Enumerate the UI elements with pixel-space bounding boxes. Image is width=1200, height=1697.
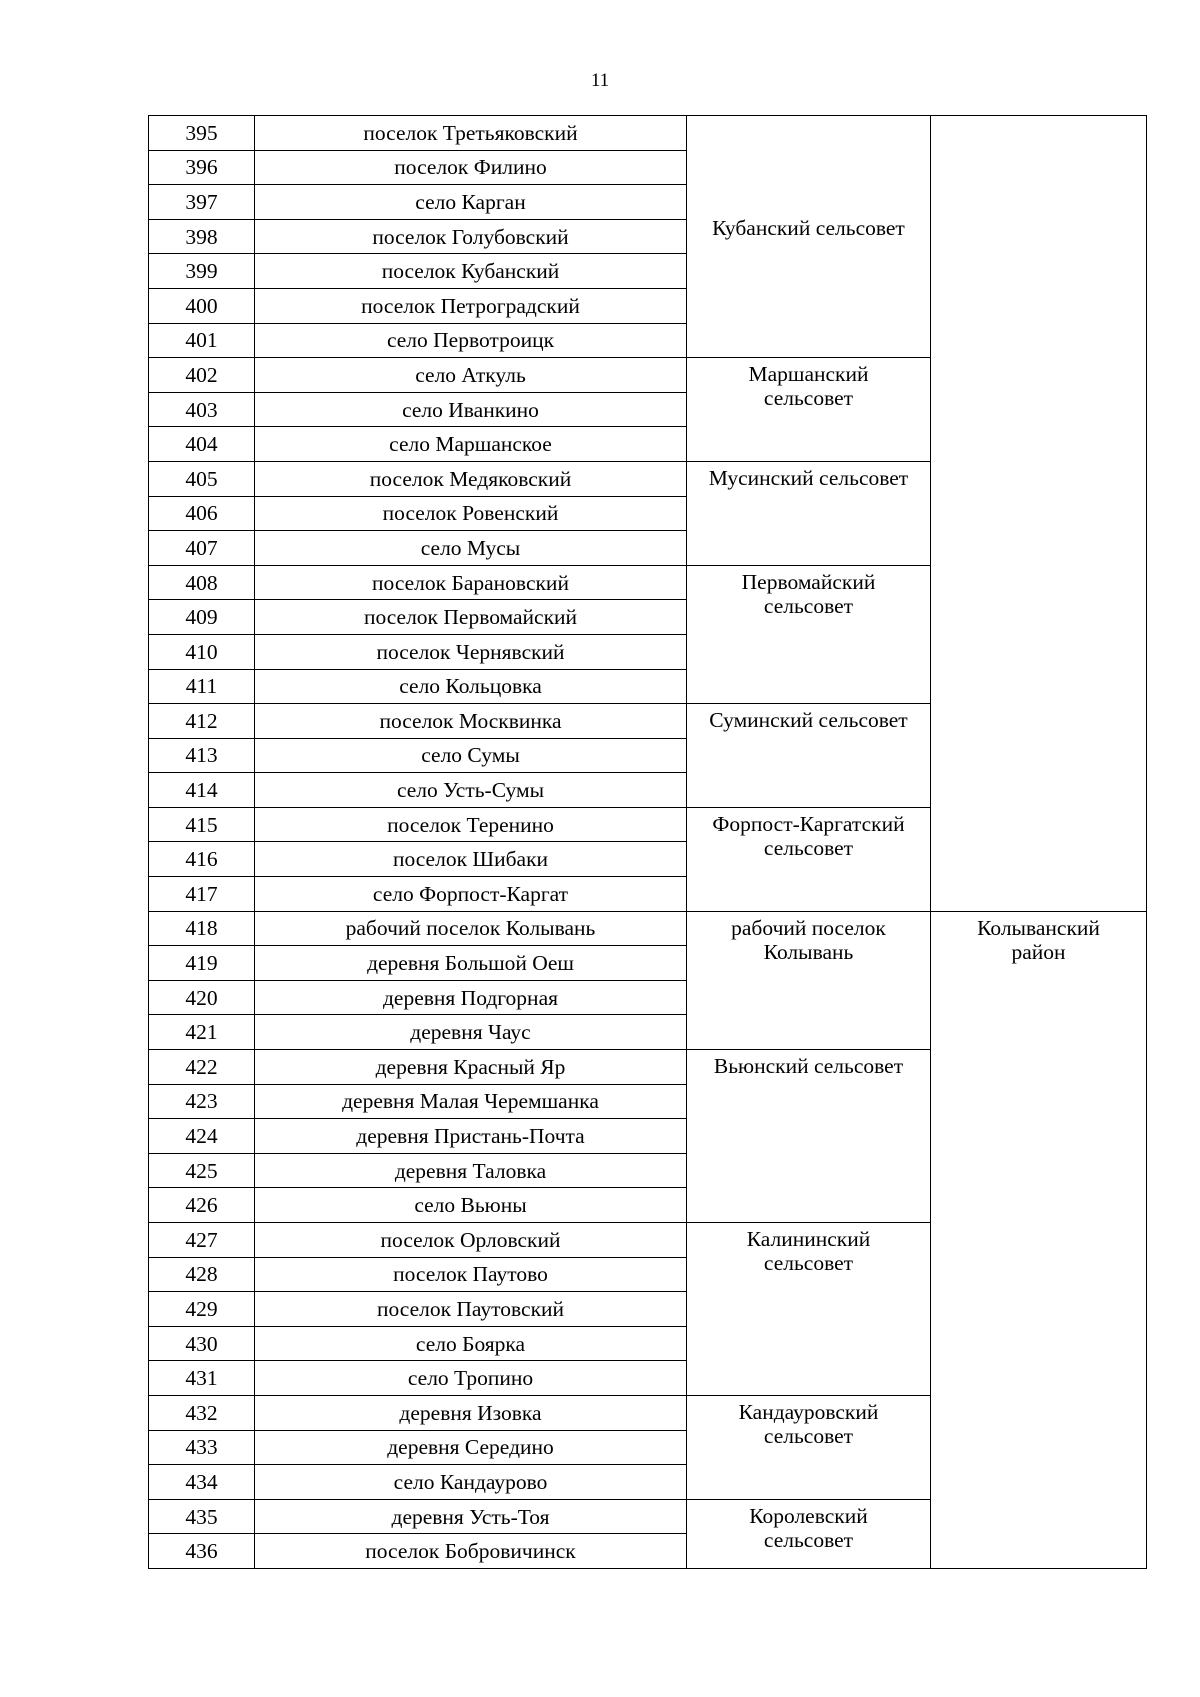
settlement-name: село Первотроицк: [255, 323, 687, 358]
settlement-name: поселок Петроградский: [255, 288, 687, 323]
settlement-name: поселок Ровенский: [255, 496, 687, 531]
row-number: 427: [149, 1223, 255, 1258]
settlement-name: деревня Усть-Тоя: [255, 1499, 687, 1534]
row-number: 400: [149, 288, 255, 323]
row-number: 426: [149, 1188, 255, 1223]
table-row: [149, 911, 1147, 946]
settlement-name: поселок Первомайский: [255, 600, 687, 635]
row-number: 432: [149, 1395, 255, 1430]
settlements-table: [148, 115, 1147, 1569]
settlement-name: село Форпост-Каргат: [255, 877, 687, 912]
settlement-name: поселок Третьяковский: [255, 116, 687, 151]
row-number: 405: [149, 461, 255, 496]
settlement-name: село Карган: [255, 185, 687, 220]
settlement-name: поселок Москвинка: [255, 704, 687, 739]
row-number: 417: [149, 877, 255, 912]
settlement-name: деревня Пристань-Почта: [255, 1119, 687, 1154]
row-number: 408: [149, 565, 255, 600]
row-number: 422: [149, 1050, 255, 1085]
row-number: 412: [149, 704, 255, 739]
settlement-name: село Тропино: [255, 1361, 687, 1396]
district-cell: [931, 911, 1147, 1568]
council-name-line2: сельсовет: [763, 593, 854, 618]
row-number: 410: [149, 634, 255, 669]
council-cell: [687, 911, 931, 1049]
row-number: 399: [149, 254, 255, 289]
council-cell: [687, 1499, 931, 1568]
row-number: 401: [149, 323, 255, 358]
row-number: 403: [149, 392, 255, 427]
settlement-name: село Аткуль: [255, 358, 687, 393]
row-number: 419: [149, 946, 255, 981]
row-number: 430: [149, 1326, 255, 1361]
settlement-name: поселок Орловский: [255, 1223, 687, 1258]
settlement-name: деревня Таловка: [255, 1153, 687, 1188]
settlement-name: село Боярка: [255, 1326, 687, 1361]
settlement-name: деревня Красный Яр: [255, 1050, 687, 1085]
settlement-name: поселок Барановский: [255, 565, 687, 600]
page-number: 11: [590, 70, 610, 91]
settlement-name: село Маршанское: [255, 427, 687, 462]
council-cell: [687, 461, 931, 565]
district-name: Колыванский: [977, 915, 1100, 940]
row-number: 421: [149, 1015, 255, 1050]
settlement-name: поселок Медяковский: [255, 461, 687, 496]
council-cell: [687, 1223, 931, 1396]
council-name-line2: сельсовет: [763, 386, 854, 411]
settlement-name: село Сумы: [255, 738, 687, 773]
district-cell: [931, 116, 1147, 912]
row-number: 411: [149, 669, 255, 704]
settlement-name: поселок Бобровичинск: [255, 1534, 687, 1569]
row-number: 396: [149, 150, 255, 185]
settlement-name: рабочий поселок Колывань: [255, 911, 687, 946]
row-number: 407: [149, 531, 255, 566]
row-number: 429: [149, 1292, 255, 1327]
council-name-line2: сельсовет: [763, 835, 854, 860]
council-name: Суминский сельсовет: [709, 708, 908, 733]
row-number: 397: [149, 185, 255, 220]
settlement-name: поселок Филино: [255, 150, 687, 185]
row-number: 414: [149, 773, 255, 808]
settlement-name: поселок Паутовский: [255, 1292, 687, 1327]
row-number: 435: [149, 1499, 255, 1534]
row-number: 409: [149, 600, 255, 635]
settlement-name: село Кольцовка: [255, 669, 687, 704]
row-number: 395: [149, 116, 255, 151]
row-number: 434: [149, 1465, 255, 1500]
row-number: 420: [149, 980, 255, 1015]
row-number: 416: [149, 842, 255, 877]
row-number: 436: [149, 1534, 255, 1569]
row-number: 398: [149, 219, 255, 254]
council-name-line2: сельсовет: [763, 1527, 854, 1552]
settlement-name: поселок Голубовский: [255, 219, 687, 254]
council-name: рабочий поселок: [731, 915, 886, 940]
council-name: Мусинский сельсовет: [708, 465, 909, 490]
settlement-name: деревня Середино: [255, 1430, 687, 1465]
council-cell: [687, 116, 931, 358]
row-number: 428: [149, 1257, 255, 1292]
settlement-name: село Усть-Сумы: [255, 773, 687, 808]
row-number: 431: [149, 1361, 255, 1396]
council-name: Королевский: [749, 1503, 868, 1528]
settlement-name: деревня Малая Черемшанка: [255, 1084, 687, 1119]
council-cell: [687, 1395, 931, 1499]
settlement-name: село Мусы: [255, 531, 687, 566]
council-name: Кандауровский: [738, 1399, 879, 1424]
settlement-name: поселок Паутово: [255, 1257, 687, 1292]
row-number: 402: [149, 358, 255, 393]
row-number: 433: [149, 1430, 255, 1465]
settlement-name: поселок Теренино: [255, 807, 687, 842]
row-number: 413: [149, 738, 255, 773]
settlement-name: село Вьюны: [255, 1188, 687, 1223]
council-cell: [687, 565, 931, 703]
row-number: 418: [149, 911, 255, 946]
council-cell: [687, 358, 931, 462]
district-name-line2: район: [1011, 939, 1066, 964]
table-row: [149, 116, 1147, 151]
council-cell: [687, 807, 931, 911]
council-name: Форпост-Каргатский: [712, 811, 905, 836]
council-cell: [687, 704, 931, 808]
settlement-name: деревня Чаус: [255, 1015, 687, 1050]
council-name-line2: сельсовет: [763, 1251, 854, 1275]
council-name-line2: Колывань: [763, 939, 854, 964]
settlement-name: деревня Изовка: [255, 1395, 687, 1430]
council-name: Вьюнский сельсовет: [713, 1054, 904, 1079]
council-name: Кубанский сельсовет: [712, 216, 905, 240]
row-number: 423: [149, 1084, 255, 1119]
council-name: Первомайский: [741, 569, 876, 594]
settlement-name: деревня Подгорная: [255, 980, 687, 1015]
settlement-name: поселок Чернявский: [255, 634, 687, 669]
settlement-name: поселок Кубанский: [255, 254, 687, 289]
row-number: 415: [149, 807, 255, 842]
row-number: 404: [149, 427, 255, 462]
settlement-name: деревня Большой Оеш: [255, 946, 687, 981]
council-name-line2: сельсовет: [763, 1423, 854, 1448]
row-number: 425: [149, 1153, 255, 1188]
council-name: Калининский: [746, 1227, 871, 1251]
settlement-name: село Кандаурово: [255, 1465, 687, 1500]
settlement-name: поселок Шибаки: [255, 842, 687, 877]
council-cell: [687, 1050, 931, 1223]
row-number: 406: [149, 496, 255, 531]
settlement-name: село Иванкино: [255, 392, 687, 427]
row-number: 424: [149, 1119, 255, 1154]
council-name: Маршанский: [748, 362, 869, 387]
